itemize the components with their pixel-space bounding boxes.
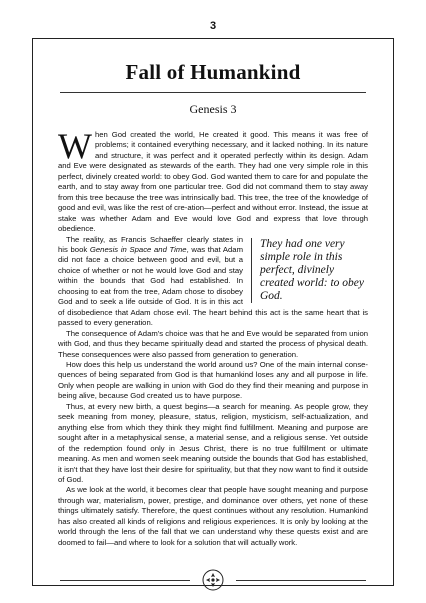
paragraph-4: How does this help us understand the world around us? One of the main internal conse-quences of being separated from God is that humankind loses any and all purpose in life. Only when people are walking in union with God do they find their meaning and purpose in being alive, because God created us to have purpose.	[58, 359, 368, 401]
paragraph-6: As we look at the world, it becomes clear that people have sought meaning and purpose through war, materialism, power, prestige, and dominance over others, yet none of these things ultimately satisfy. Therefore, the quest continues without any resolution. Humankind has also created all kinds of religions and religious experiences. It is only by looking at the world through the lens of the fall that we can understand why these quests exist and are doomed to fail—and where to look for a solution that will actually work.	[58, 485, 368, 547]
scripture-reference: Genesis 3	[189, 102, 237, 116]
paragraph-2-text-a: The reality, as Francis Schaeffer clearly states in his book	[58, 234, 243, 254]
paragraph-3: The consequence of Adam's choice was that he and Eve would be separated from union with God, and thus they became spiritually dead and started the process of physical death. These consequences were also passed from generation to generation.	[58, 328, 368, 359]
paragraph-5: Thus, at every new birth, a quest begins—a search for meaning. As people grow, they seek meaning from money, pleasure, status, religion, mysticism, self-actualization, and anything else from which they think they might find fulfillment. Meaning and purpose are sought after in a metaphysical sense, a material sense, and a religious sense. Yet outside of the redemption found only in Jesus Christ, there is no true fulfillment or ultimate meaning. As men and women seek meaning outside the bounds that God has established, it isn't that they have lost their desire for spirituality, but that they now want to find it outside of God.	[58, 401, 368, 484]
paragraph-1-text: hen God created the world, He created it good. This means it was free of problems; it contained everything necessary, and it lacked nothing. In its nature and structure, it was perfect and it operated perfectly within its design. Adam and Eve were designated as stewards of the earth. They had one very simple role in this perfect, divinely created world: to obey God. God wanted them to care for and populate the earth, and to stay away from one particular tree. God did not command them to stay away from this tree because the tree was intrinsically bad. This tree, the tree of the knowledge of good and evil, was like the rest of cre-ation—perfect and without error. Instead, the issue at stake was whether Adam and Eve would love God and express that love through obedience.	[58, 130, 368, 234]
footer-rule-left	[60, 580, 190, 581]
page-number: 3	[209, 20, 217, 32]
fleur-cross-icon	[202, 569, 224, 591]
drop-cap: W	[58, 126, 92, 166]
paragraph-2-text-b: , was that Adam did not face a choice between good and evil, but a choice of whether or not he would love God and stay within the bounds that God had established. In choosing to eat from the tree, Adam chose to disobey God and to seek a life outside of God. It is in this act of disobedience that Adam chose evil. The heart behind this act is the same heart that is passed to every generation.	[58, 244, 368, 328]
pull-quote: They had one very simple role in this perfect, divinely created world: to obey God.	[251, 238, 368, 303]
body-text	[58, 126, 368, 548]
title-rule	[60, 92, 366, 93]
book-title: Genesis in Space and Time	[89, 244, 187, 254]
paragraph-1	[58, 126, 368, 235]
footer-rule-right	[236, 580, 366, 581]
page-title: Fall of Humankind	[125, 60, 301, 84]
